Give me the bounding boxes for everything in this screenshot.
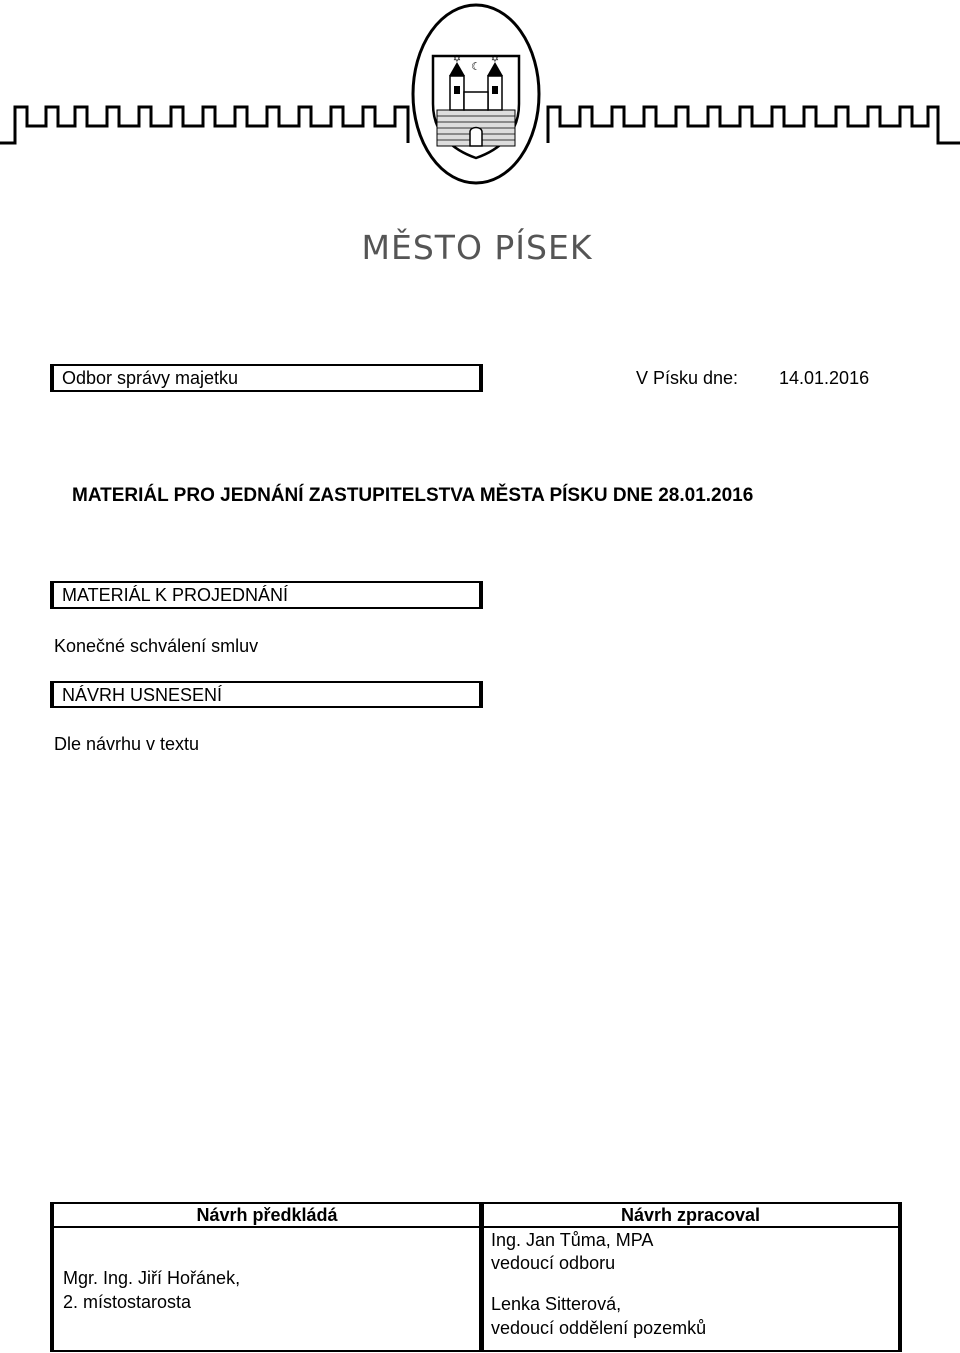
resolution-heading-box bbox=[50, 681, 483, 708]
proposer-name: Mgr. Ing. Jiří Hořánek, bbox=[63, 1268, 241, 1288]
battlement-line-left bbox=[0, 107, 408, 143]
author-heading: Návrh zpracoval bbox=[483, 1204, 898, 1228]
document-title: MATERIÁL PRO JEDNÁNÍ ZASTUPITELSTVA MĚSTA PÍSKU DNE 28.01.2016 bbox=[72, 485, 754, 506]
svg-text:✡: ✡ bbox=[490, 54, 500, 65]
resolution-text: Dle návrhu v textu bbox=[54, 734, 200, 754]
author-name-1: Ing. Jan Tůma, MPA bbox=[491, 1230, 654, 1250]
city-header-graphic bbox=[0, 0, 960, 280]
department-box bbox=[50, 364, 483, 392]
city-name: MĚSTO PÍSEK bbox=[361, 228, 593, 267]
battlement-line-right bbox=[548, 107, 960, 143]
proposer-heading: Návrh předkládá bbox=[54, 1204, 480, 1228]
svg-text:☾: ☾ bbox=[471, 60, 481, 73]
author-role-2: vedoucí oddělení pozemků bbox=[491, 1318, 707, 1338]
material-heading-box bbox=[50, 581, 483, 609]
svg-text:✡: ✡ bbox=[452, 54, 462, 65]
proposer-role: 2. místostarosta bbox=[63, 1292, 192, 1312]
date-label: V Písku dne: bbox=[636, 368, 739, 388]
author-role-1: vedoucí odboru bbox=[491, 1253, 616, 1273]
proposer-signature-box bbox=[50, 1202, 484, 1352]
department-name: Odbor správy majetku bbox=[62, 368, 239, 388]
resolution-heading: NÁVRH USNESENÍ bbox=[62, 685, 223, 705]
coat-of-arms-logo bbox=[433, 54, 519, 158]
author-signature-box bbox=[479, 1202, 902, 1352]
material-heading: MATERIÁL K PROJEDNÁNÍ bbox=[62, 585, 289, 605]
material-text: Konečné schválení smluv bbox=[54, 636, 259, 656]
date-value: 14.01.2016 bbox=[779, 368, 870, 388]
author-name-2: Lenka Sitterová, bbox=[491, 1294, 622, 1314]
